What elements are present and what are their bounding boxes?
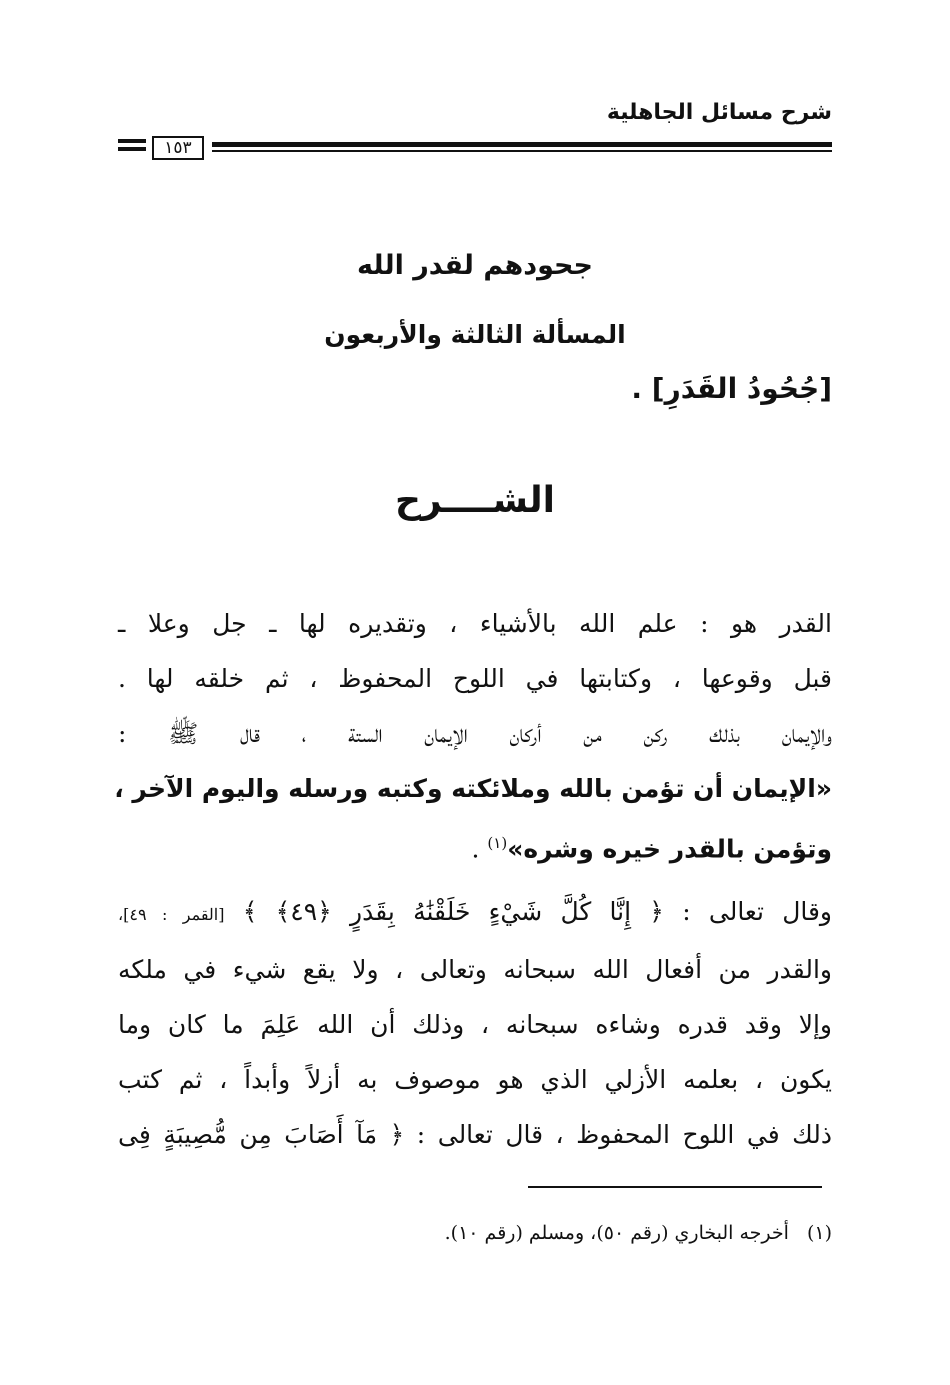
verse-reference: [القمر : ٤٩]، xyxy=(118,905,225,925)
text-line: القدر هو : علم الله بالأشياء ، وتقديره لها ـ جل وعلا ـ xyxy=(118,609,832,638)
text-line: والقدر من أفعال الله سبحانه وتعالى ، ولا يقع شيء في ملكه xyxy=(118,955,832,985)
hadith-line-end xyxy=(118,816,832,876)
footnote-number: (١) xyxy=(806,1222,832,1244)
topic-heading: جحودهم لقدر الله xyxy=(357,250,593,281)
footnote-marker[interactable]: (١) xyxy=(487,834,508,852)
footnote-rule xyxy=(528,1186,822,1188)
body-text xyxy=(114,596,833,1162)
sharh-heading: الشــــرح xyxy=(394,480,556,521)
page-number: ١٥٣ xyxy=(152,136,204,160)
header-rule-thick xyxy=(212,142,832,147)
header-dash-mark xyxy=(118,147,146,151)
quran-verse: وقال تعالى : ﴿ إِنَّا كُلَّ شَيْءٍ خَلَقْنَٰهُ بِقَدَرٍ ﴿٤٩﴾ ﴾ xyxy=(242,897,833,927)
sentence-end: . xyxy=(471,834,488,864)
matn-text: [جُحُودُ القَدَرِ] . xyxy=(631,372,832,405)
text-line: وإلا وقد قدره وشاءه سبحانه ، وذلك أن الله عَلِمَ ما كان وما xyxy=(118,1010,832,1040)
header-dash-mark xyxy=(118,139,146,143)
text-line: يكون ، بعلمه الأزلي الذي هو موصوف به أزلاً وأبداً ، ثم كتب xyxy=(118,1065,832,1095)
running-head-title: شرح مسائل الجاهلية xyxy=(606,100,832,125)
text-line: والإيمان بذلك ركن من أركان الإيمان الستة ، قال ﷺ : xyxy=(118,719,832,748)
hadith-text: وتؤمن بالقدر خيره وشره» xyxy=(507,834,832,864)
paragraph-2 xyxy=(118,884,832,1162)
text-line: ذلك في اللوح المحفوظ ، قال تعالى : ﴿ مَآ أَصَابَ مِن مُّصِيبَةٍ فِى xyxy=(118,1120,832,1150)
hadith-line: «الإيمان أن تؤمن بالله وملائكته وكتبه ورسله واليوم الآخر ، xyxy=(114,774,832,803)
header-rule-thin xyxy=(212,150,832,152)
issue-heading: المسألة الثالثة والأربعون xyxy=(324,320,626,349)
quran-line xyxy=(118,884,832,942)
footnote-text: أخرجه البخاري (رقم ٥٠)، ومسلم (رقم ١٠). xyxy=(444,1222,789,1244)
paragraph-1 xyxy=(114,596,832,876)
text-line: قبل وقوعها ، وكتابتها في اللوح المحفوظ ، ثم خلقه لها . xyxy=(118,664,832,693)
footnote xyxy=(445,1222,832,1244)
